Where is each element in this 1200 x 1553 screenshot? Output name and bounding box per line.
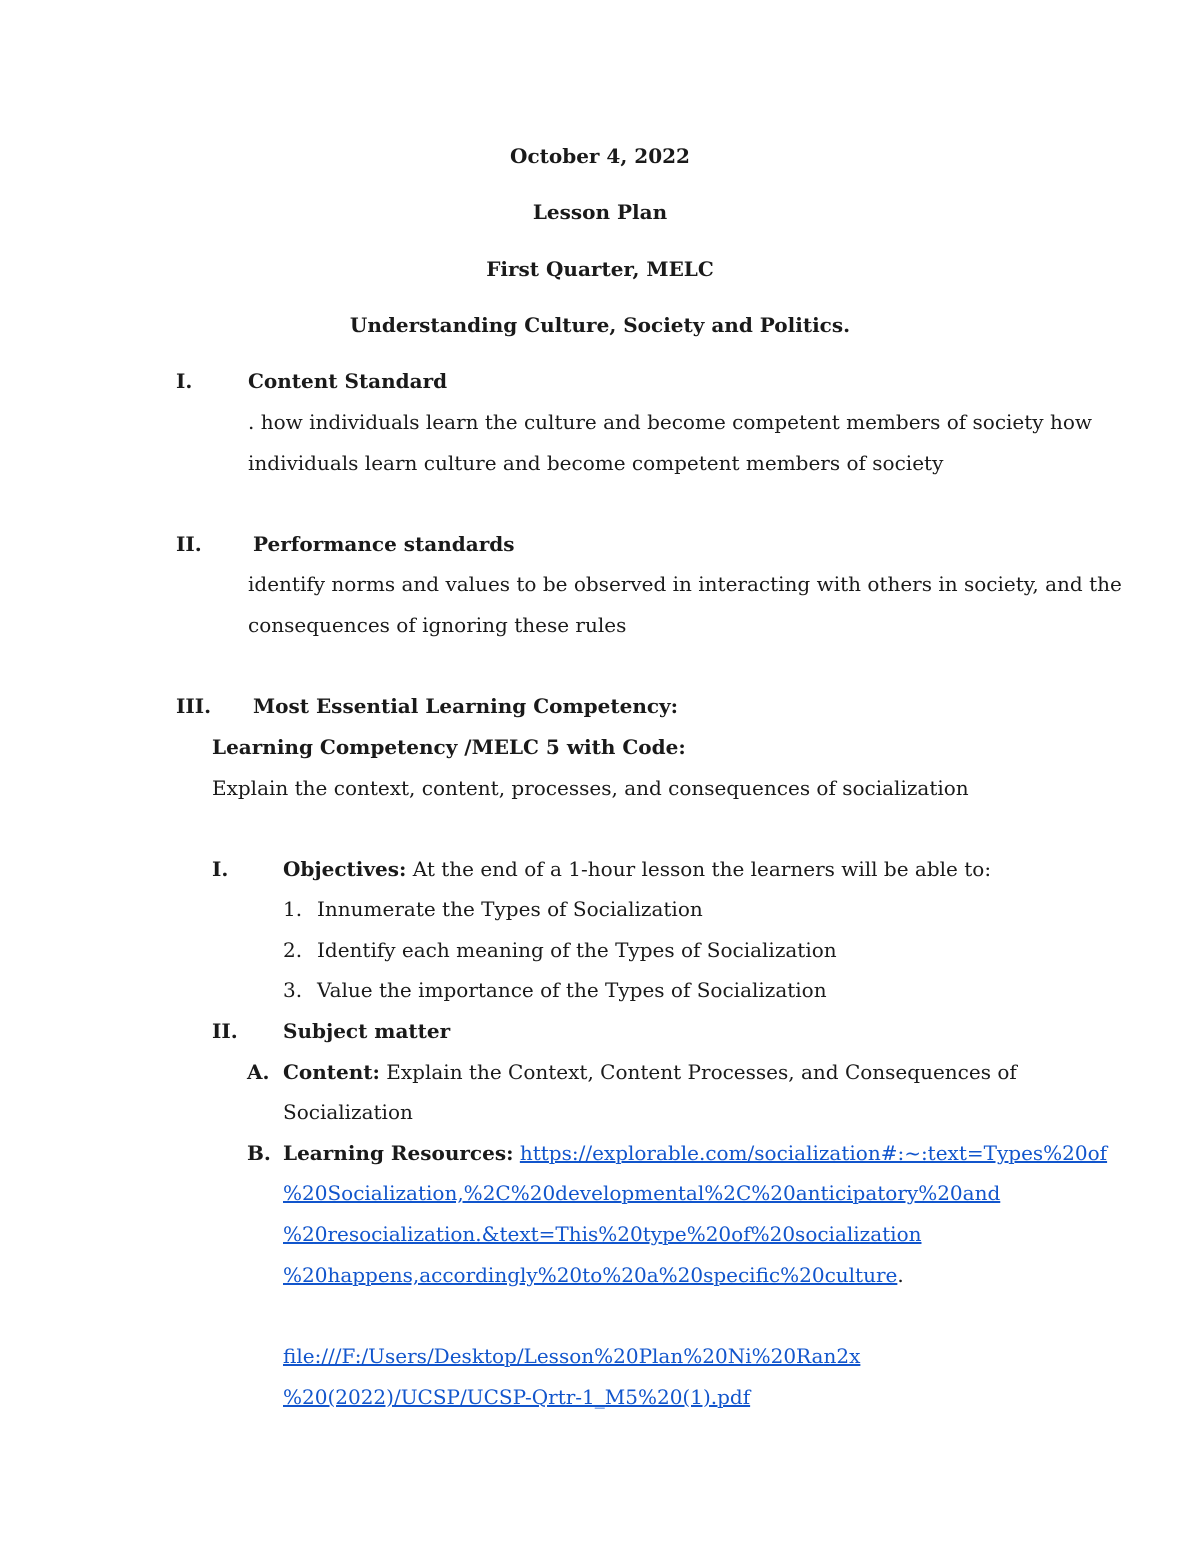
section-2-text-line1: identify norms and values to be observed in interacting with others in society, and the (248, 572, 1122, 596)
objectives-numeral: I. (212, 857, 229, 881)
section-2-heading: Performance standards (253, 532, 515, 556)
section-3-numeral: III. (176, 694, 212, 718)
resources-label: Learning Resources: (283, 1141, 514, 1165)
objective-item-text: Identify each meaning of the Types of Socialization (317, 938, 837, 962)
objectives-label: Objectives: (283, 857, 407, 881)
explorable-link[interactable]: %20happens,accordingly%20to%20a%20specific%20culture (283, 1263, 898, 1287)
section-1-text-line1: . how individuals learn the culture and become competent members of society how (248, 410, 1092, 434)
objective-item-number: 1. (283, 897, 303, 921)
explorable-link-line2-wrapper (283, 1180, 1000, 1206)
explorable-link-line4-wrapper (283, 1262, 904, 1288)
objective-item-text: Innumerate the Types of Socialization (317, 897, 703, 921)
subject-matter-heading: Subject matter (283, 1019, 451, 1043)
subject-title: Understanding Culture, Society and Politics. (349, 313, 851, 337)
section-2-numeral: II. (176, 532, 202, 556)
section-3-subheading: Learning Competency /MELC 5 with Code: (212, 735, 686, 759)
section-1-heading: Content Standard (248, 369, 448, 393)
document-type: Lesson Plan (532, 200, 668, 224)
content-text-line1: Explain the Context, Content Processes, and Consequences of (379, 1060, 1017, 1084)
section-1-text-line2: individuals learn culture and become competent members of society (248, 451, 944, 475)
section-1-numeral: I. (176, 369, 193, 393)
objectives-line (283, 856, 991, 882)
resources-letter: B. (247, 1141, 271, 1165)
objective-item-number: 3. (283, 978, 303, 1002)
explorable-link[interactable]: %20resocialization.&text=This%20type%20of%20socialization (283, 1222, 922, 1246)
explorable-link-line3-wrapper (283, 1221, 922, 1247)
link-period: . (897, 1263, 904, 1287)
content-letter: A. (247, 1060, 270, 1084)
pdf-file-link[interactable]: %20(2022)/UCSP/UCSP-Qrtr-1_M5%20(1).pdf (283, 1385, 751, 1409)
explorable-link[interactable]: %20Socialization,%2C%20developmental%2C%20anticipatory%20and (283, 1181, 1001, 1205)
explorable-link[interactable]: https://explorable.com/socialization#:~:text=Types%20of (519, 1141, 1108, 1165)
objectives-text: At the end of a 1-hour lesson the learners will be able to: (406, 857, 992, 881)
resources-line1 (283, 1140, 1107, 1166)
objective-item-number: 2. (283, 938, 303, 962)
section-3-heading: Most Essential Learning Competency: (253, 694, 679, 718)
objective-item-text: Value the importance of the Types of Socialization (317, 978, 827, 1002)
pdf-link-line1-wrapper (283, 1343, 860, 1369)
section-3-text: Explain the context, content, processes, and consequences of socialization (212, 776, 969, 800)
document-date: October 4, 2022 (510, 144, 690, 168)
subject-matter-numeral: II. (212, 1019, 238, 1043)
section-2-text-line2: consequences of ignoring these rules (248, 613, 627, 637)
quarter-label: First Quarter, MELC (486, 257, 714, 281)
pdf-link-line2-wrapper (283, 1384, 750, 1410)
content-text-line2: Socialization (283, 1100, 413, 1124)
content-label: Content: (283, 1060, 380, 1084)
content-line1 (283, 1059, 1017, 1085)
pdf-file-link[interactable]: file:///F:/Users/Desktop/Lesson%20Plan%20Ni%20Ran2x (283, 1344, 861, 1368)
